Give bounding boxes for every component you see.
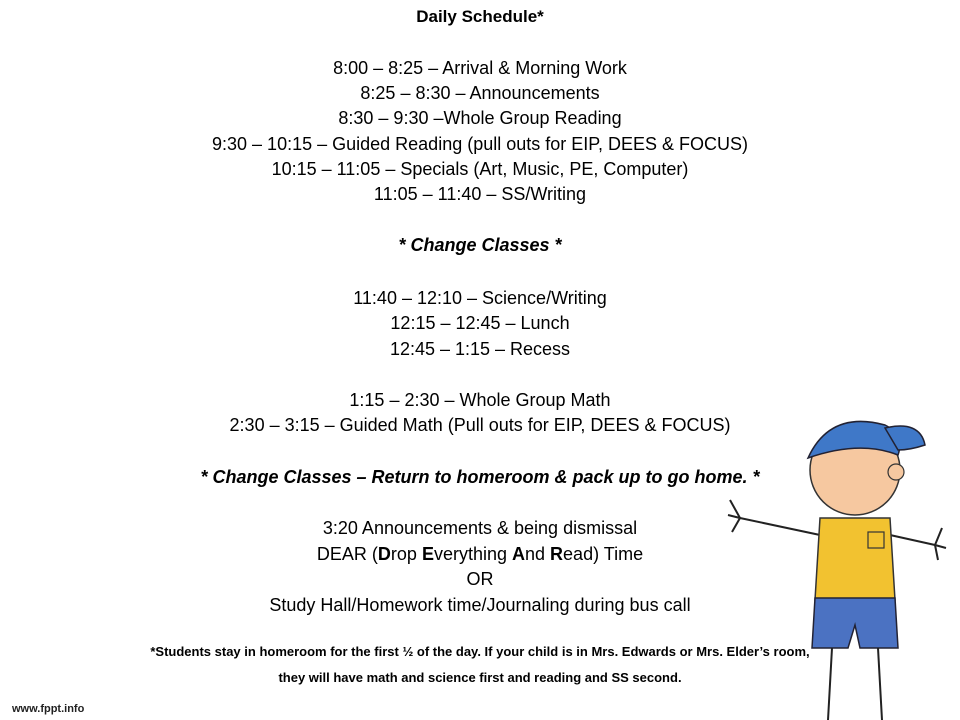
watermark: www.fppt.info <box>12 703 85 715</box>
dear-text: DEAR ( <box>316 544 378 564</box>
footnote-line: *Students stay in homeroom for the first ½ of the day. If your child is in Mrs. Edwards or Mrs. Elder’s room, <box>150 644 810 659</box>
schedule-line: 8:30 – 9:30 –Whole Group Reading <box>338 108 622 128</box>
change-classes-heading: * Change Classes * <box>398 235 562 255</box>
dear-letter-d: D <box>377 544 391 564</box>
dismissal-line: 3:20 Announcements & being dismissal <box>322 518 638 538</box>
dear-letter-a: A <box>512 544 526 564</box>
footnote-line: they will have math and science first and reading and SS second. <box>278 670 682 685</box>
schedule-line: 11:05 – 11:40 – SS/Writing <box>373 184 587 204</box>
schedule-line: 8:25 – 8:30 – Announcements <box>360 83 600 103</box>
schedule-line: 1:15 – 2:30 – Whole Group Math <box>349 390 611 410</box>
schedule-line: 2:30 – 3:15 – Guided Math (Pull outs for EIP, DEES & FOCUS) <box>229 415 731 435</box>
study-hall-line: Study Hall/Homework time/Journaling during bus call <box>269 595 691 615</box>
dear-text: verything <box>433 544 513 564</box>
schedule-line: 11:40 – 12:10 – Science/Writing <box>353 288 607 308</box>
schedule-line: 10:15 – 11:05 – Specials (Art, Music, PE, Computer) <box>271 159 689 179</box>
change-classes-return: * Change Classes – Return to homeroom & pack up to go home. * <box>200 467 760 487</box>
schedule-line: 12:45 – 1:15 – Recess <box>389 339 571 359</box>
or-line: OR <box>466 569 494 589</box>
dear-letter-e: E <box>421 544 434 564</box>
schedule-line: 8:00 – 8:25 – Arrival & Morning Work <box>333 58 627 78</box>
schedule-line: 9:30 – 10:15 – Guided Reading (pull outs for EIP, DEES & FOCUS) <box>212 134 748 154</box>
schedule-line: 12:15 – 12:45 – Lunch <box>390 313 570 333</box>
dear-text: rop <box>390 544 422 564</box>
cartoon-boy-illustration <box>720 400 950 720</box>
dear-text: nd <box>525 544 551 564</box>
page-title: Daily Schedule* <box>416 7 544 26</box>
dear-letter-r: R <box>550 544 564 564</box>
dear-text: ead) Time <box>563 544 644 564</box>
